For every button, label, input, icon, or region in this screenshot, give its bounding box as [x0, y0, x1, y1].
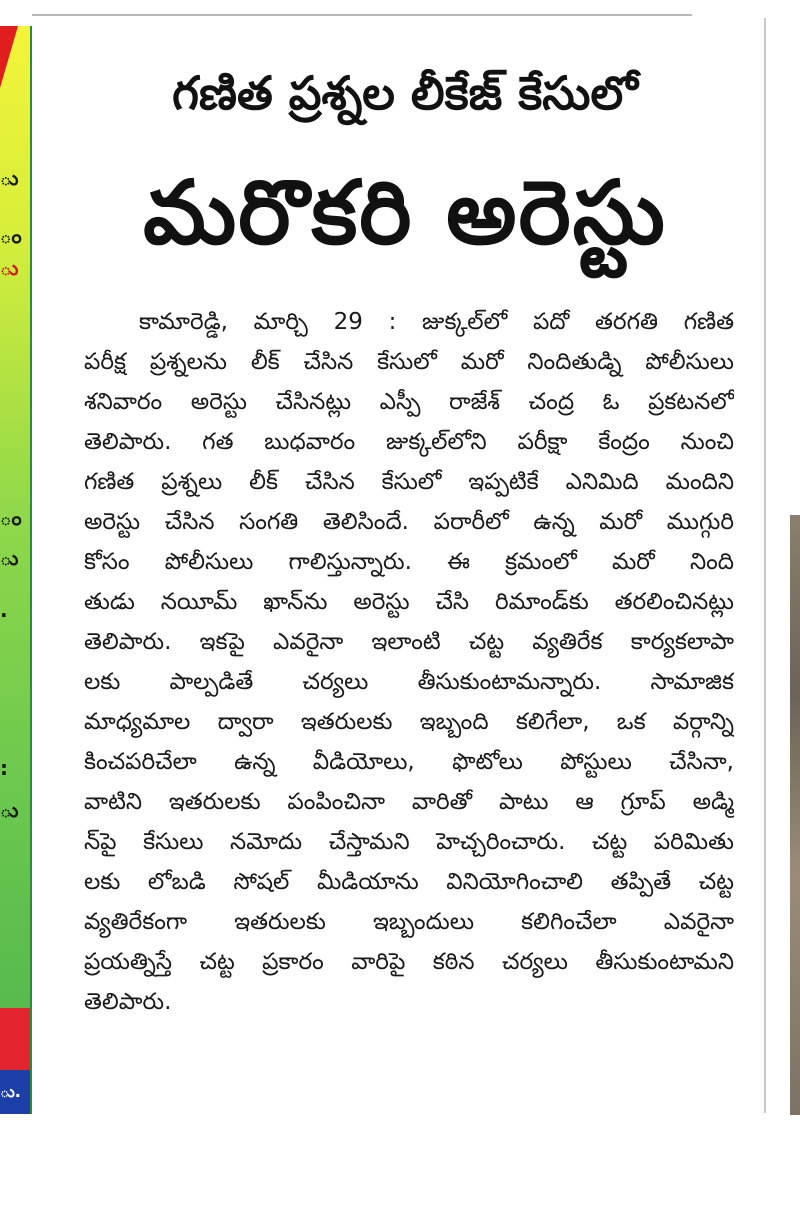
article-line: మాధ్యమాల ద్వారా ఇతరులకు ఇబ్బంది కలిగేలా, ఒక వర్గాన్ని [84, 709, 734, 735]
article-line: తెలిపారు. [84, 989, 172, 1015]
article-line: కించపరిచేలా ఉన్న వీడియోలు, ఫొటోలు పోస్టులు చేసినా, [84, 749, 734, 775]
article-line: తుడు నయీమ్ ఖాన్‌ను అరెస్టు చేసి రిమాండ్‌కు తరలించినట్లు [84, 589, 734, 615]
article-line: తెలిపారు. ఇకపై ఎవరైనా ఇలాంటి చట్ట వ్యతిరేక కార్యకలాపా [84, 629, 734, 655]
adjacent-photo-edge [790, 515, 800, 1115]
ad-blue-band [0, 1070, 30, 1114]
ad-red-corner [0, 26, 18, 88]
article-kicker: గణిత ప్రశ్నల లీకేజ్ కేసులో [172, 66, 638, 120]
ad-text-fragment: ు [0, 546, 19, 570]
ad-text-fragment: : [0, 756, 8, 780]
article-body [84, 302, 734, 1022]
ad-text-fragment: . [0, 598, 8, 622]
article-line: వ్యతిరేకంగా ఇతరులకు ఇబ్బందులు కలిగించేలా ఎవరైనా [84, 909, 734, 935]
right-column-rule [764, 18, 766, 1113]
article-line: కామారెడ్డి, మార్చి 29 : జుక్కల్‌లో పదో తరగతి గణిత [139, 309, 734, 335]
article-line: న్‌పై కేసులు నమోదు చేస్తామని హెచ్చరించారు. చట్ట పరిమితు [84, 829, 734, 855]
article-line: శనివారం అరెస్టు చేసినట్లు ఎస్పీ రాజేశ్ చంద్ర ఓ ప్రకటనలో [84, 389, 734, 415]
ad-text-fragment: ం [0, 224, 22, 248]
article-line: అరెస్టు చేసిన సంగతి తెలిసిందే. పరారీలో ఉన్న మరో ముగ్గురి [84, 509, 734, 535]
article-line: పరీక్ష ప్రశ్నలను లీక్ చేసిన కేసులో మరో నిందితుడ్ని పోలీసులు [84, 349, 734, 375]
article-headline: మరొకరి అరెస్టు [143, 161, 667, 264]
ad-text-fragment: ు [0, 166, 19, 190]
article-line: గణిత ప్రశ్నలు లీక్ చేసిన కేసులో ఇప్పటికే ఎనిమిది మందిని [84, 469, 734, 495]
article-line: వాటిని ఇతరులకు పంపించినా వారితో పాటు ఆ గ్రూప్ అడ్మి [84, 789, 734, 815]
article-line: లకు పాల్పడితే చర్యలు తీసుకుంటామన్నారు. సామాజిక [84, 669, 734, 695]
ad-text-fragment: ం [0, 506, 22, 530]
ad-red-band [0, 1008, 30, 1070]
ad-bottom-fragment: ు. [0, 1082, 21, 1101]
ad-text-fragment: ు [0, 798, 19, 822]
top-column-rule [32, 14, 692, 16]
article-line: కోసం పోలీసులు గాలిస్తున్నారు. ఈ క్రమంలో మరో నింది [84, 549, 734, 575]
article-line: లకు లోబడి సోషల్ మీడియాను వినియోగించాలి తప్పితే చట్ట [84, 869, 734, 895]
article-line: ప్రయత్నిస్తే చట్ట ప్రకారం వారిపై కఠిన చర్యలు తీసుకుంటామని [84, 949, 734, 975]
ad-text-fragment: ు [0, 256, 19, 280]
article-line: తెలిపారు. గత బుధవారం జుక్కల్‌లోని పరీక్షా కేంద్రం నుంచి [84, 429, 734, 455]
left-advertisement-strip [0, 26, 32, 1114]
